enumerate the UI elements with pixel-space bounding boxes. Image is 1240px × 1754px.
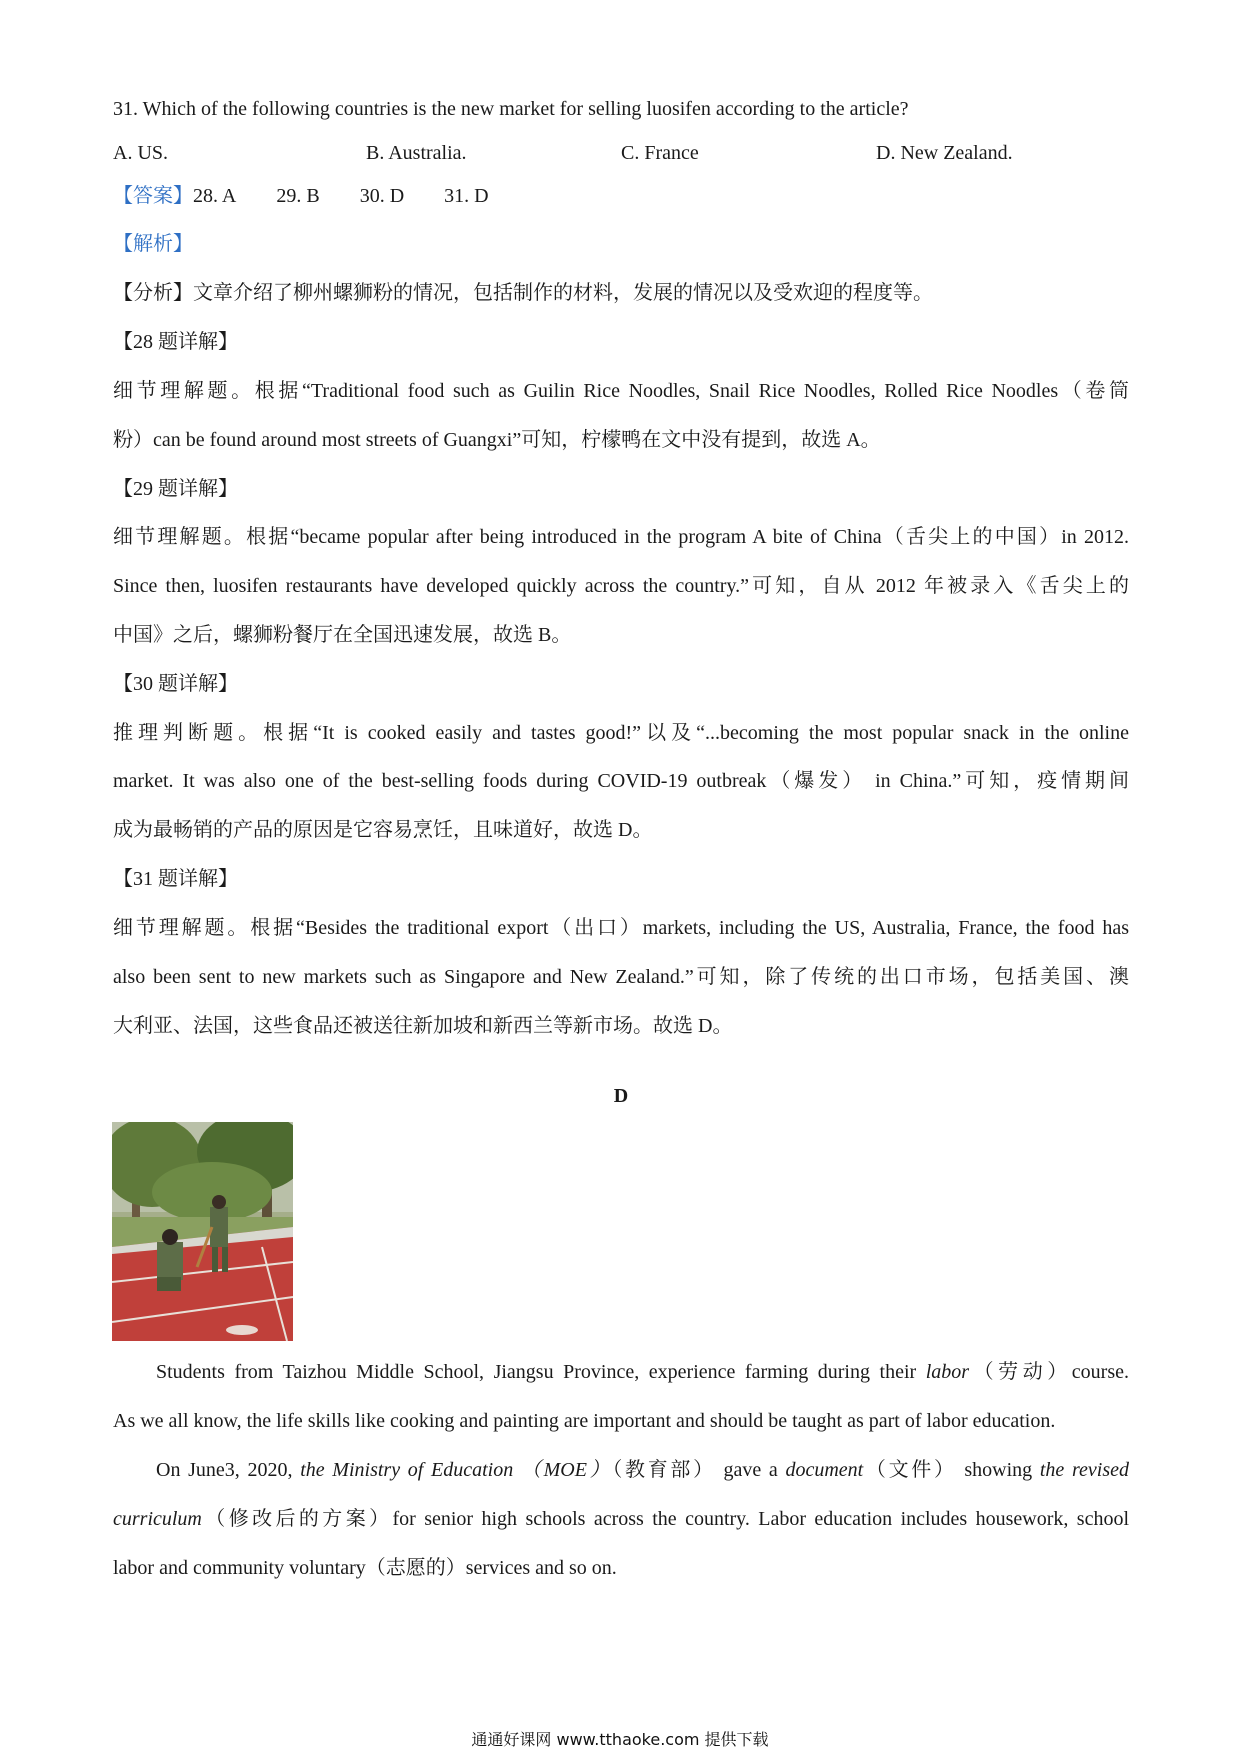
passage-italic: the revised	[1039, 1459, 1129, 1481]
option-a: A. US.	[113, 142, 169, 164]
passage-text: （劳动）course.	[969, 1361, 1129, 1383]
passage-italic: document	[785, 1459, 864, 1481]
passage-text: （文件） showing	[863, 1459, 1040, 1481]
passage-p1-line-1	[156, 1358, 1129, 1386]
q28-heading: 【28 题详解】	[113, 331, 238, 353]
option-c: C. France	[621, 142, 699, 164]
passage-text: Students from Taizhou Middle School, Jiangsu Province, experience farming during their	[156, 1361, 926, 1383]
passage-p1-line-2: As we all know, the life skills like cooking and painting are important and should be taught as part of labor education.	[113, 1410, 1056, 1432]
passage-italic: curriculum	[113, 1508, 202, 1530]
answer-item: 29. B	[276, 185, 320, 207]
q28-line-1: 细节理解题。根据“Traditional food such as Guilin Rice Noodles, Snail Rice Noodles, Rolled Rice Noodles（卷筒	[113, 380, 1129, 402]
passage-p2-line-2	[113, 1505, 1129, 1533]
page-footer: 通通好课网 www.tthaoke.com 提供下载	[471, 1730, 769, 1749]
section-heading: D	[613, 1085, 629, 1107]
passage-italic: labor	[925, 1361, 970, 1383]
analysis-label: 【解析】	[113, 233, 193, 255]
q31-detail-line-1: 细节理解题。根据“Besides the traditional export（出口）markets, including the US, Australia, France, the food has	[113, 917, 1129, 939]
option-b: B. Australia.	[366, 142, 467, 164]
answer-line	[113, 182, 1129, 210]
passage-text: （教育部） gave a	[612, 1459, 786, 1481]
passage-text: （修改后的方案）for senior high schools across the country. Labor education includes housework, school	[201, 1508, 1129, 1530]
q30-heading: 【30 题详解】	[113, 673, 238, 695]
question-31-stem: 31. Which of the following countries is the new market for selling luosifen according to the article?	[113, 98, 909, 120]
q31-detail-line-3: 大利亚、法国，这些食品还被送往新加坡和新西兰等新市场。故选 D。	[113, 1015, 733, 1037]
answer-item: 31. D	[444, 185, 489, 207]
q28-line-2: 粉）can be found around most streets of Guangxi”可知，柠檬鸭在文中没有提到，故选 A。	[113, 429, 881, 451]
option-d: D. New Zealand.	[876, 142, 1013, 164]
q30-line-3: 成为最畅销的产品的原因是它容易烹饪，且味道好，故选 D。	[113, 819, 653, 841]
analysis-summary: 【分析】文章介绍了柳州螺狮粉的情况，包括制作的材料，发展的情况以及受欢迎的程度等。	[113, 282, 933, 304]
q30-line-1: 推理判断题。根据“It is cooked easily and tastes good!”以及“...becoming the most popular snack in the online	[113, 722, 1129, 744]
students-farming-photo	[112, 1122, 293, 1341]
passage-text: On June3, 2020,	[156, 1459, 301, 1481]
answer-label: 【答案】	[113, 185, 193, 207]
q29-line-3: 中国》之后，螺狮粉餐厅在全国迅速发展，故选 B。	[113, 624, 572, 646]
q30-line-2: market. It was also one of the best-selling foods during COVID-19 outbreak（爆发） in China.”可知，疫情期间	[113, 770, 1129, 792]
answer-item: 28. A	[193, 185, 237, 207]
q29-heading: 【29 题详解】	[113, 478, 238, 500]
q31-detail-heading: 【31 题详解】	[113, 868, 238, 890]
answer-item: 30. D	[359, 185, 405, 207]
q31-detail-line-2: also been sent to new markets such as Singapore and New Zealand.”可知，除了传统的出口市场，包括美国、澳	[113, 966, 1129, 988]
q29-line-1: 细节理解题。根据“became popular after being introduced in the program A bite of China（舌尖上的中国）in 2012.	[113, 526, 1129, 548]
q29-line-2: Since then, luosifen restaurants have developed quickly across the country.”可知，自从 2012 年被录入《舌尖上的	[113, 575, 1129, 597]
passage-p2-line-1	[156, 1456, 1129, 1484]
passage-italic: the Ministry of Education （MOE）	[300, 1459, 613, 1481]
passage-p2-line-3: labor and community voluntary（志愿的）services and so on.	[113, 1557, 617, 1579]
